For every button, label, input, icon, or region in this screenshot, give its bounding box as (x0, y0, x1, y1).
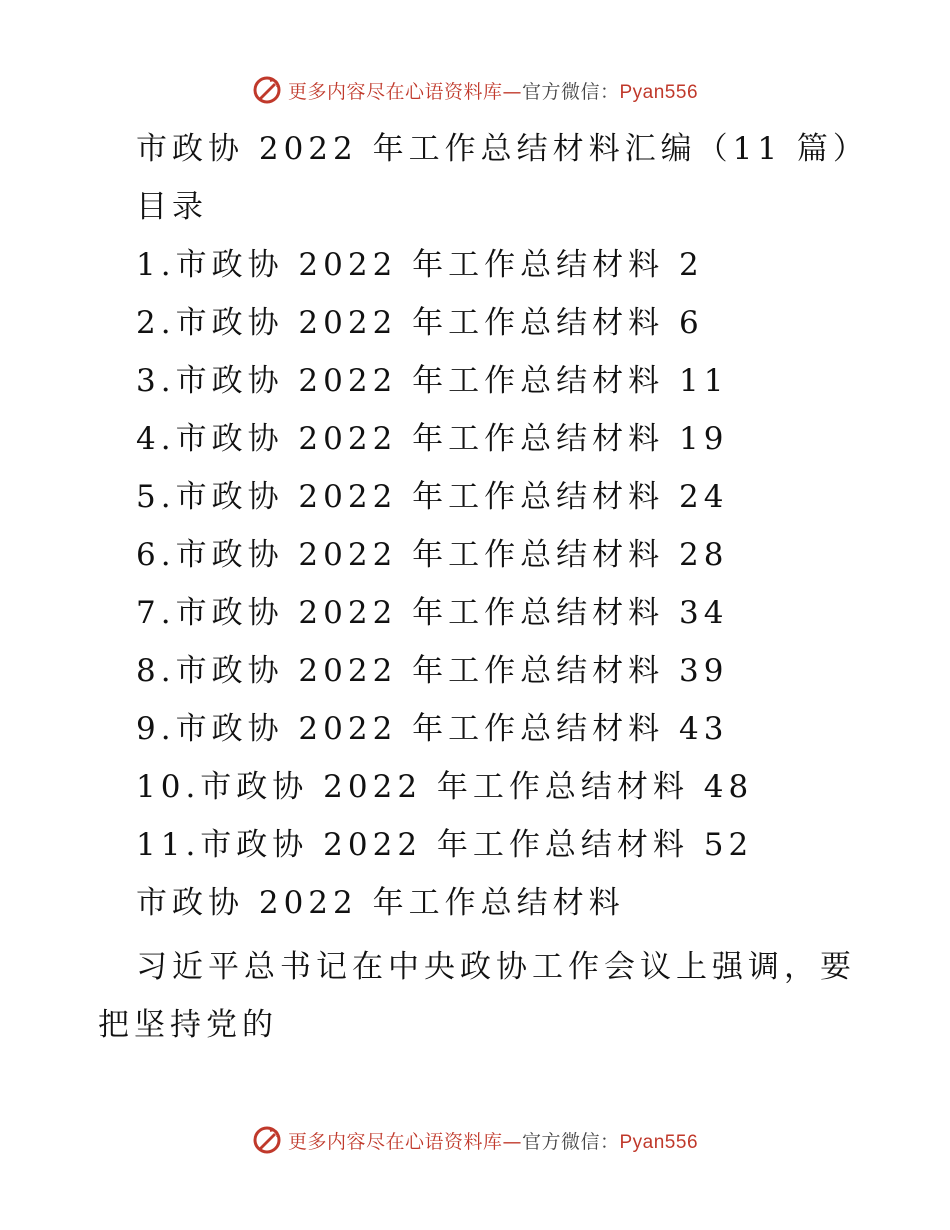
toc-item: 2.市政协 2022 年工作总结材料 6 (136, 305, 704, 341)
banner-text: 更多内容尽在心语资料库—官方微信：Pyan556 (287, 1130, 699, 1153)
footer-banner (0, 1120, 950, 1160)
toc-item: 8.市政协 2022 年工作总结材料 39 (136, 653, 729, 689)
document-title: 市政协 2022 年工作总结材料汇编（11 篇） (136, 131, 869, 167)
toc-item: 6.市政协 2022 年工作总结材料 28 (136, 537, 729, 573)
toc-item: 5.市政协 2022 年工作总结材料 24 (136, 479, 729, 515)
toc-item: 9.市政协 2022 年工作总结材料 43 (136, 711, 729, 747)
banner-text: 更多内容尽在心语资料库—官方微信：Pyan556 (287, 80, 699, 103)
toc-item: 4.市政协 2022 年工作总结材料 19 (136, 421, 729, 457)
toc-item: 10.市政协 2022 年工作总结材料 48 (136, 769, 754, 805)
toc-item: 11.市政协 2022 年工作总结材料 52 (136, 827, 754, 863)
body-paragraph: 习近平总书记在中央政协工作会议上强调，要把坚持党的 (98, 949, 856, 1043)
document-body (0, 120, 950, 932)
header-banner (0, 70, 950, 110)
toc-item: 3.市政协 2022 年工作总结材料 11 (136, 363, 729, 399)
quill-logo-icon (252, 1125, 282, 1155)
toc-item: 1.市政协 2022 年工作总结材料 2 (136, 247, 704, 283)
quill-logo-icon (252, 75, 282, 105)
toc-heading: 目录 (136, 189, 208, 225)
toc-item: 7.市政协 2022 年工作总结材料 34 (136, 595, 729, 631)
section-title: 市政协 2022 年工作总结材料 (136, 885, 625, 921)
